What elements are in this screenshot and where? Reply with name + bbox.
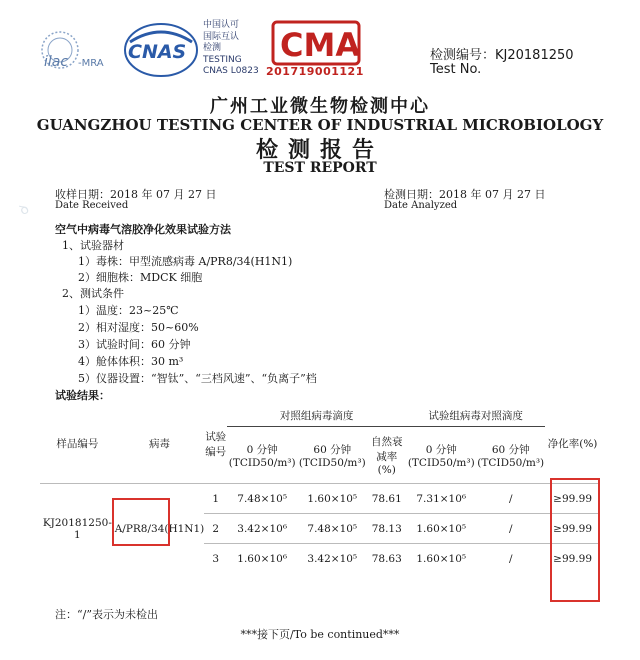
virus-name: A/PR8/34(H1N1): [115, 484, 205, 574]
svg-text:CMA: CMA: [280, 26, 361, 64]
table-cell: 1: [204, 484, 227, 514]
header-rate: 净化率(%): [547, 438, 598, 450]
table-cell: 1.60×10⁶: [227, 544, 297, 574]
table-cell: 78.61: [367, 484, 406, 514]
footnote: 注：“/”表示为未检出: [55, 608, 158, 621]
header-virus: 病毒: [148, 438, 170, 450]
cma-number: 201719001121: [266, 65, 364, 78]
cnas-text: 中国认可 国际互认 检测 TESTING CNAS L0823: [203, 20, 259, 76]
table-cell: 3: [204, 544, 227, 574]
sub-header: 0 分钟 (TCID50/m³): [228, 443, 296, 469]
section-line: 1）温度：23~25℃: [78, 304, 179, 317]
header-sample: 样品编号: [56, 438, 99, 450]
cnas-logo: [122, 20, 200, 80]
table-cell: ≥99.99: [545, 544, 600, 574]
sub-header: 自然衰减率(%): [371, 436, 403, 476]
svg-text:-MRA: -MRA: [78, 58, 104, 69]
table-cell: ≥99.99: [545, 514, 600, 544]
continued-text: ***接下页/To be continued***: [240, 628, 400, 641]
section-line: 1、试验器材: [62, 239, 124, 252]
table-cell: 7.48×10⁵: [227, 484, 297, 514]
table-cell: 78.13: [367, 514, 406, 544]
date-received-en: Date Received: [55, 200, 129, 211]
header-test-no: 试验编号: [205, 430, 227, 458]
report-title-cn: 检测报告: [255, 137, 384, 163]
results-title: 试验结果：: [55, 389, 110, 402]
table-cell: 3.42×10⁶: [227, 514, 297, 544]
section-line: 2、测试条件: [62, 287, 124, 300]
table-cell: 2: [204, 514, 227, 544]
table-cell: 7.48×10⁵: [297, 514, 367, 544]
sub-header: 0 分钟 (TCID50/m³): [407, 443, 475, 469]
results-table: [40, 404, 600, 573]
date-analyzed-en: Date Analyzed: [384, 200, 458, 211]
table-cell: 1.60×10⁵: [406, 544, 476, 574]
report-title-en: TEST REPORT: [263, 160, 377, 176]
sub-header: 60 分钟 (TCID50/m³): [298, 443, 366, 469]
watermark: ꝺ: [16, 200, 33, 219]
table-cell: ≥99.99: [545, 484, 600, 514]
date-analyzed-cn: 检测日期：2018 年 07 月 27 日: [384, 188, 546, 201]
report-number-en: Test No.: [430, 62, 482, 77]
org-name-cn: 广州工业微生物检测中心: [210, 96, 430, 117]
section-line: 4）舱体体积：30 m³: [78, 355, 184, 368]
table-cell: 7.31×10⁶: [406, 484, 476, 514]
table-cell: 78.63: [367, 544, 406, 574]
table-cell: 3.42×10⁵: [297, 544, 367, 574]
rate-highlight-box: [550, 478, 600, 602]
section-line: 3）试验时间：60 分钟: [78, 338, 191, 351]
org-name-en: GUANGZHOU TESTING CENTER OF INDUSTRIAL MICROBIOLOGY: [36, 116, 604, 134]
method-title: 空气中病毒气溶胶净化效果试验方法: [55, 223, 231, 236]
date-received-cn: 收样日期：2018 年 07 月 27 日: [55, 188, 217, 201]
section-line: 2）相对湿度：50~60%: [78, 321, 199, 334]
section-line: 2）细胞株：MDCK 细胞: [78, 271, 203, 284]
table-cell: /: [476, 514, 545, 544]
header-control: 对照组病毒滴度: [227, 404, 406, 427]
table-cell: /: [476, 484, 545, 514]
section-line: 1）毒株：甲型流感病毒 A/PR8/34(H1N1): [78, 255, 293, 268]
table-cell: /: [476, 544, 545, 574]
svg-text:CNAS: CNAS: [128, 41, 187, 63]
header-test: 试验组病毒对照滴度: [406, 404, 545, 427]
virus-highlight-box: [112, 498, 170, 546]
ilac-mra-logo: [38, 20, 116, 80]
table-cell: 1.60×10⁵: [297, 484, 367, 514]
svg-text:ilac: ilac: [44, 54, 69, 70]
sample-id: KJ20181250-1: [40, 484, 115, 574]
sub-header: 60 分钟 (TCID50/m³): [477, 443, 545, 469]
table-cell: 1.60×10⁵: [406, 514, 476, 544]
report-number: 检测编号：KJ20181250: [430, 48, 574, 63]
section-line: 5）仪器设置：“智钛”、“三档风速”、“负离子”档: [78, 372, 317, 385]
